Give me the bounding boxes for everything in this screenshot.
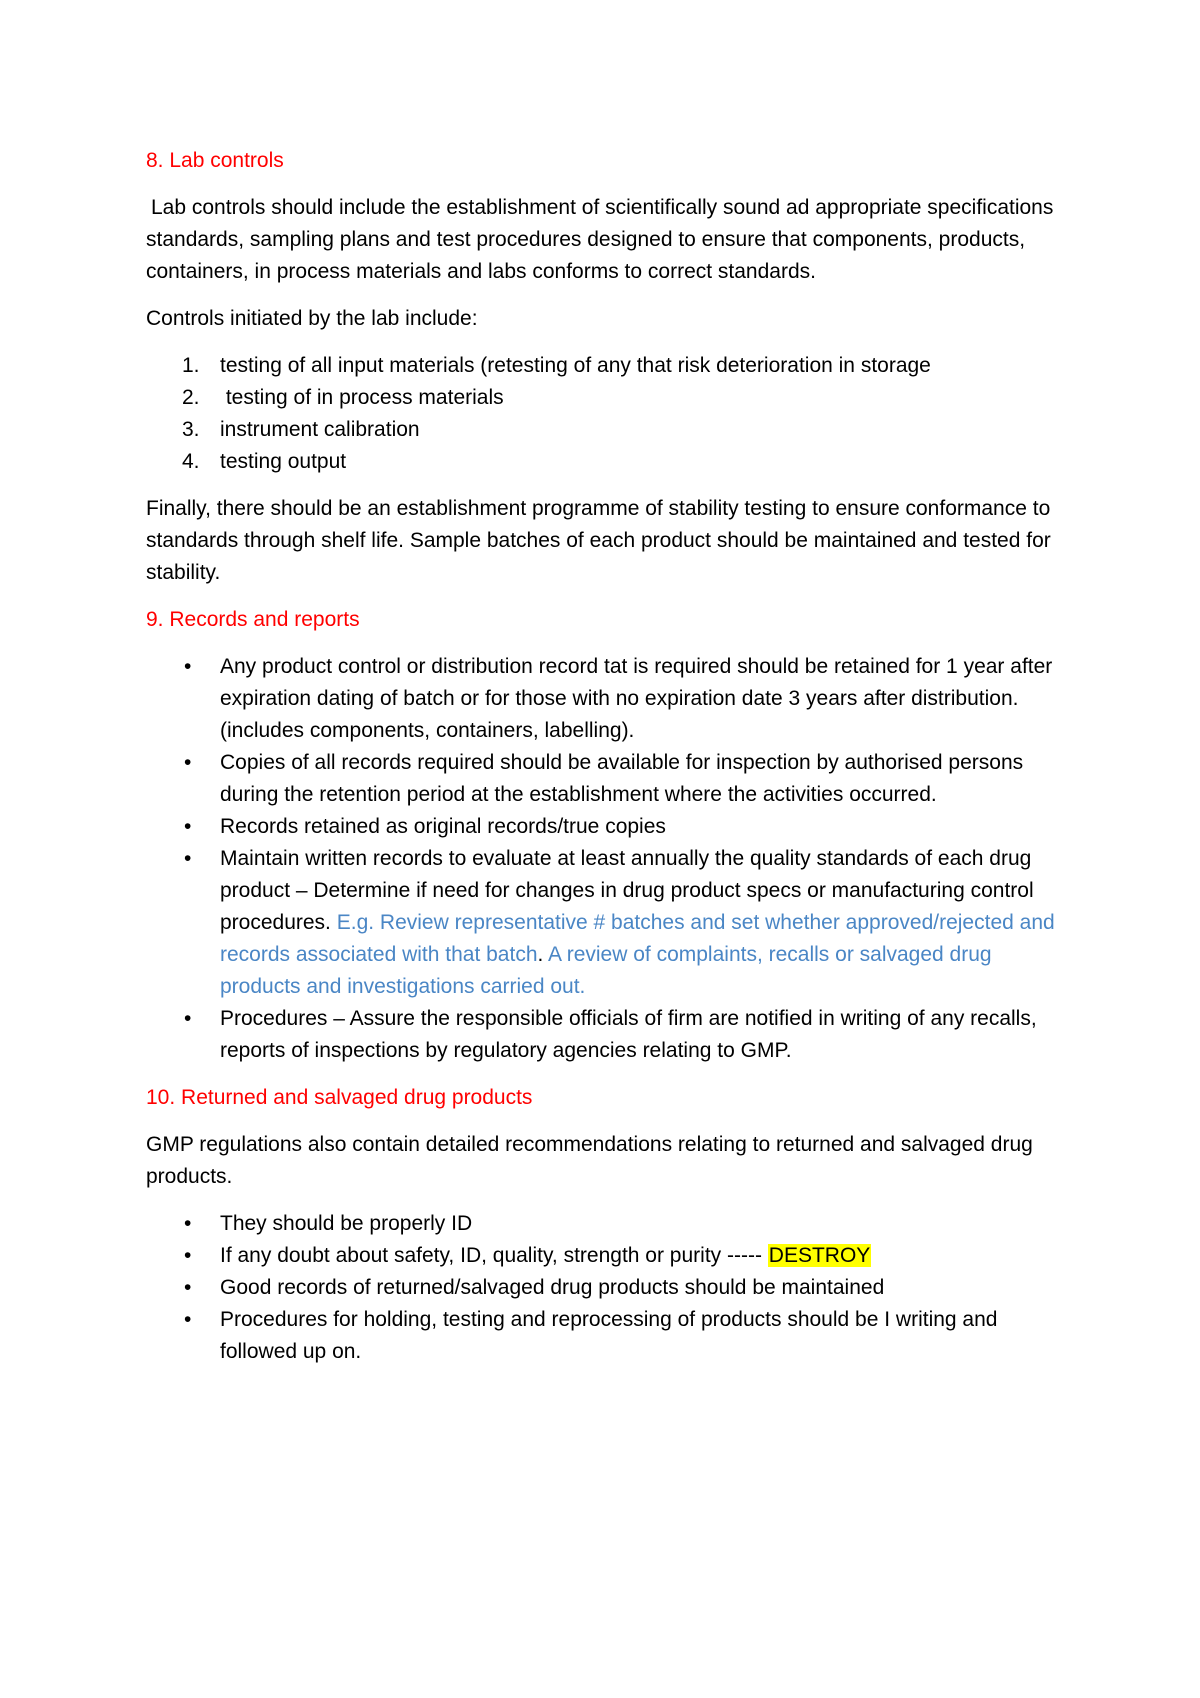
bullet-icon: • [184,815,192,838]
list-number: 3. [182,418,200,441]
section-8-intro: Lab controls should include the establishment of scientifically sound ad appropriate specifications standards, sampling plans and test procedures designed to ensure that components, products, containers, in process materials and labs conforms to correct standards. [146,196,1054,283]
bullet-icon: • [184,1007,192,1030]
list-item [146,651,1076,747]
list-item [146,1304,1076,1368]
section-8-heading: 8. Lab controls [146,149,284,172]
list-item [146,446,1076,478]
list-item [146,1208,1076,1240]
section-8-closing: Finally, there should be an establishment programme of stability testing to ensure conformance to standards through shelf life. Sample batches of each product should be maintained and tested for stability. [146,497,1051,584]
list-number: 1. [182,354,200,377]
list-item [146,1003,1076,1067]
bullet-icon: • [184,1212,192,1235]
bullet-text: Copies of all records required should be available for inspection by authorised persons during the retention period at the establishment where the activities occurred. [220,751,1024,806]
section-9-heading: 9. Records and reports [146,608,360,631]
section-10-heading: 10. Returned and salvaged drug products [146,1086,533,1109]
bullet-icon: • [184,751,192,774]
list-item [146,1240,1076,1272]
section-10-intro: GMP regulations also contain detailed recommendations relating to returned and salvaged drug products. [146,1133,1033,1188]
list-item-text: testing of all input materials (retesting of any that risk deterioration in storage [220,354,931,377]
list-item [146,350,1076,382]
bullet-icon: • [184,1244,192,1267]
bullet-text: Any product control or distribution record tat is required should be retained for 1 year after expiration dating of batch or for those with no expiration date 3 years after distribution. (includes components, containers, labelling). [220,655,1053,742]
bullet-icon: • [184,655,192,678]
controls-label: Controls initiated by the lab include: [146,307,478,330]
bullet-text: Procedures – Assure the responsible officials of firm are notified in writing of any recalls, reports of inspections by regulatory agencies relating to GMP. [220,1007,1037,1062]
period-separator: . [537,943,549,966]
document-body [146,145,1076,1383]
bullet-icon: • [184,1308,192,1331]
returned-products-bullet-list [146,1208,1076,1368]
list-number: 4. [182,450,200,473]
list-item [146,1272,1076,1304]
bullet-icon: • [184,847,192,870]
bullet-text: Records retained as original records/true copies [220,815,666,838]
list-item [146,414,1076,446]
destroy-highlight: DESTROY [768,1244,871,1267]
bullet-icon: • [184,1276,192,1299]
records-bullet-list [146,651,1076,1067]
bullet-text: Maintain written records to evaluate at least annually the quality standards of each drug product – Determine if need for changes in drug product specs or manufacturing control procedures. [220,847,1034,934]
list-number: 2. [182,386,200,409]
bullet-text: Good records of returned/salvaged drug products should be maintained [220,1276,885,1299]
list-item [146,747,1076,811]
lab-controls-list [146,350,1076,478]
example-note-blue: E.g. Review representative # batches and set whether approved/rejected and records associated with that batch [220,911,1055,966]
bullet-text: They should be properly ID [220,1212,473,1235]
list-item-text: testing output [220,450,347,473]
list-item-text: testing of in process materials [220,386,504,409]
list-item [146,843,1076,1003]
list-item [146,811,1076,843]
bullet-text: If any doubt about safety, ID, quality, strength or purity ----- [220,1244,768,1267]
review-note-blue: A review of complaints, recalls or salvaged drug products and investigations carried out. [220,943,992,998]
bullet-text: Procedures for holding, testing and reprocessing of products should be I writing and followed up on. [220,1308,998,1363]
list-item [146,382,1076,414]
list-item-text: instrument calibration [220,418,420,441]
